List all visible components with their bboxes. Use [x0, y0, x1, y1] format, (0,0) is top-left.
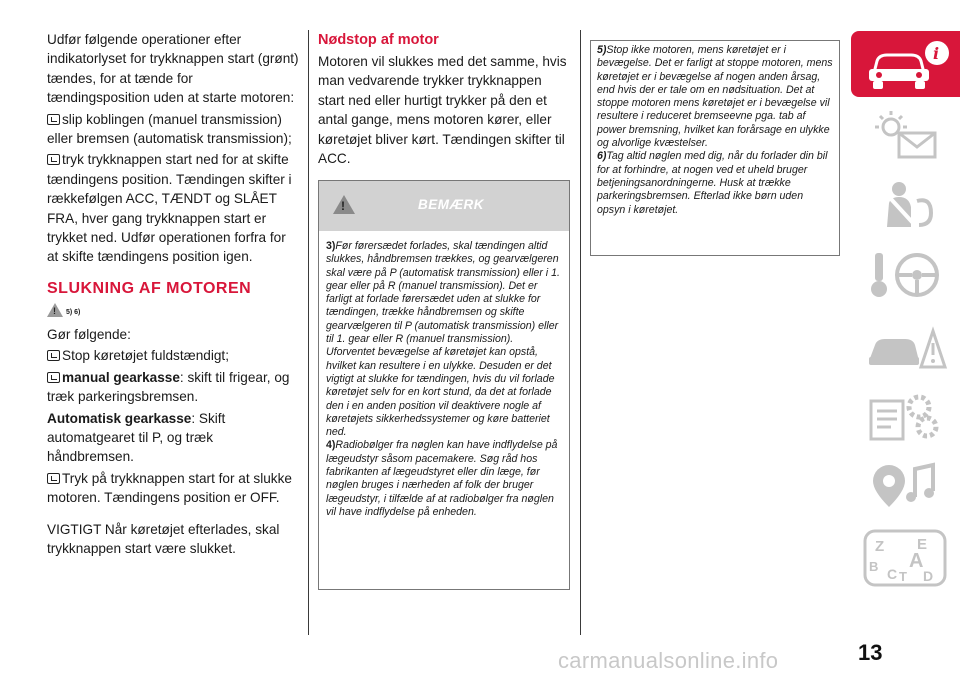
page-number: 13 — [858, 640, 883, 665]
emergency-icon — [861, 317, 951, 373]
index-letter: T — [899, 569, 907, 584]
warning-triangle-icon: ! — [333, 195, 355, 214]
subsection-heading: Nødstop af motor — [318, 32, 439, 48]
note-item: 3)Før førersædet forlades, skal tændingen altid slukkes, håndbremsen trækkes, og gearvælgeren skal være på P (automatisk transmission) eller i 1. gear eller på R (manuel transmission). Det er farligt at forlade førersædet uden at slukke for tændingen, trække håndbremsen og skifte gearvælgeren til P (automatisk transmission) eller til 1. gear eller R (manuel transmission). Uforventet bevægelse af køretøjet kan opstå, hvilket kan resultere i en ulykke. Desuden er det vigtigt at slukke for tændingen, hvis du vil forlade køretøjet selv for en kort stund, da det at forlade den i en anden position vil deaktivere nogle af køretøjets sikkerhedssystemer og køre batteriet ned. — [326, 240, 560, 439]
tab-warning-lights[interactable] — [851, 101, 960, 167]
intro-paragraph: Udfør følgende operationer efter indikatorlyset for trykknappen start (grønt) tændes, for at tænde for tændingsposition uden at starte motoren: — [47, 32, 299, 106]
step-item: Automatisk gearkasse: Skift automatgearet til P, og træk håndbremsen. — [47, 410, 226, 465]
lead-text: Gør følgende: — [47, 326, 131, 342]
bullet-icon — [47, 473, 60, 484]
multimedia-icon — [861, 457, 951, 513]
body-paragraph: Motoren vil slukkes med det samme, hvis man vedvarende trykker trykknappen start ned eller hurtigt trykker på den et antal gange, mens motoren kører, eller køretøjet bliver kørt. Tændingen skifter til ACC. — [318, 54, 567, 167]
index-letter: C — [887, 566, 898, 582]
index-icon — [861, 527, 951, 589]
bullet-icon — [47, 350, 60, 361]
note-item: 5)Stop ikke motoren, mens køretøjet er i bevægelse. Det er farligt at stoppe motoren, mens køretøjet er i bevægelse af nogen anden årsag, end hvis der er tale om en nødsituation. Det at stoppe motoren mens køretøjet er i bevægelse vil resultere i reduceret bremseevne pga. tab af power bremsning, hvilket kan forårsage en ulykke og alvorlige kvæstelser. — [597, 44, 833, 150]
safety-icon — [861, 177, 951, 233]
tab-multimedia[interactable] — [851, 451, 960, 517]
tab-index[interactable] — [851, 521, 960, 587]
note-body — [319, 231, 569, 519]
car-info-icon — [861, 37, 951, 93]
watermark: carmanualsonline.info — [558, 648, 779, 673]
warning-triangle-icon: ! — [47, 303, 63, 317]
index-letter: A — [909, 550, 924, 572]
bullet-icon — [47, 372, 60, 383]
tab-starting-driving[interactable] — [851, 241, 960, 307]
warning-reference: ! $^{5) 6)}$ — [47, 303, 299, 319]
note-item: 4)Radiobølger fra nøglen kan have indflydelse på lægeudstyr såsom pacemakere. Søg råd hos fabrikanten af lægeudstyret eller din læge, før nøglen bruges i nærheden af folk der bruger lægeudstyr, i tilfælde af at radiobølger fra nøglen vil have indflydelse på enheden. — [326, 439, 558, 518]
bullet-icon — [47, 154, 60, 165]
section-heading: SLUKNING AF MOTOREN — [47, 279, 252, 297]
important-note: VIGTIGT Når køretøjet efterlades, skal trykknappen start være slukket. — [47, 521, 280, 556]
tab-emergency[interactable] — [851, 311, 960, 377]
maintenance-icon — [861, 387, 951, 443]
step-item: manual gearkasse: skift til frigear, og træk parkeringsbremsen. — [47, 369, 290, 405]
column-middle — [318, 30, 570, 168]
tab-car-info[interactable] — [851, 31, 960, 97]
bullet-item: slip koblingen (manuel transmission) eller bremsen (automatisk transmission); — [47, 111, 292, 147]
step-item: Tryk på trykknappen start for at slukke motoren. Tændingens position er OFF. — [47, 470, 292, 506]
note-title: BEMÆRK — [418, 197, 484, 212]
column-divider — [580, 30, 581, 635]
warning-lights-icon — [861, 107, 951, 163]
bullet-icon — [47, 114, 60, 125]
svg-text:i: i — [933, 44, 940, 63]
step-item: Stop køretøjet fuldstændigt; — [47, 346, 299, 365]
index-letter: E — [917, 536, 928, 553]
tab-maintenance[interactable] — [851, 381, 960, 447]
note-item: 6)Tag altid nøglen med dig, når du forlader din bil for at forhindre, at nogen ved et uheld bruger betjeningsanordningerne. Husk at trække parkeringsbremsen. Efterlad ikke børn uden opsyn i køretøjet. — [597, 150, 828, 216]
bullet-item: tryk trykknappen start ned for at skifte tændingens position. Tændingen skifter i rækkefølgen ACC, TÆNDT og SLÅET FRA, hver gang trykknappen start er trykket ned. Udfør operationen forfra for at skifte tændingens position igen. — [47, 152, 292, 265]
note-box-continued — [590, 40, 840, 256]
column-left — [47, 30, 299, 560]
index-letter: Z — [875, 538, 885, 555]
starting-driving-icon — [861, 247, 951, 303]
tab-safety[interactable] — [851, 171, 960, 237]
index-letter: B — [869, 559, 879, 574]
column-divider — [308, 30, 309, 635]
note-header — [319, 181, 569, 231]
index-letter: D — [923, 568, 934, 584]
note-box — [318, 180, 570, 590]
